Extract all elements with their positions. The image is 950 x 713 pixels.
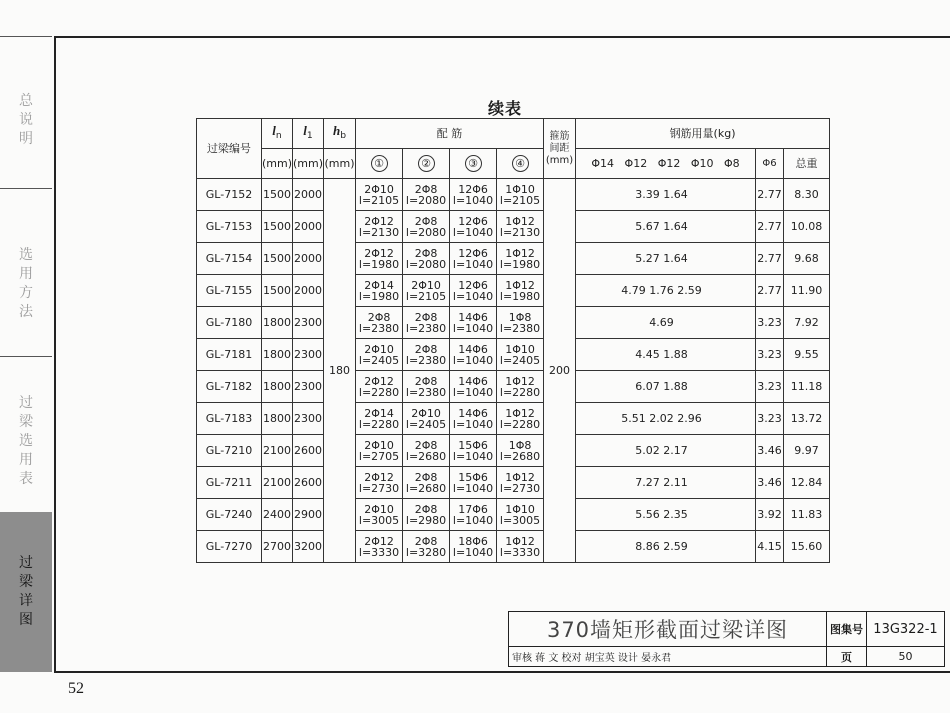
cell-rebar-4 — [497, 531, 544, 563]
rebar-length: l=2380 — [358, 321, 400, 335]
cell-l1: 2000 — [293, 275, 324, 307]
table-row — [197, 435, 830, 467]
header-rebar-2 — [403, 149, 450, 179]
cell-rebar-4 — [497, 467, 544, 499]
sidebar-char: 过 — [19, 555, 33, 571]
cell-rebar-1 — [356, 275, 403, 307]
table-row — [197, 403, 830, 435]
table-row — [197, 275, 830, 307]
page-number: 52 — [68, 680, 84, 697]
rebar-length: l=2380 — [499, 321, 541, 335]
sidebar-char: 选 — [19, 247, 33, 263]
rebar-length: l=3330 — [499, 545, 541, 559]
cell-beam-id: GL-7211 — [197, 467, 262, 499]
rebar-spec: 14Φ6 — [458, 406, 488, 420]
sidebar-char: 梁 — [19, 414, 33, 430]
rebar-length: l=2280 — [358, 385, 400, 399]
table-title: 续表 — [488, 99, 523, 118]
cell-rebar-2 — [403, 531, 450, 563]
cell-mass-phi6: 2.77 — [756, 275, 784, 307]
cell-rebar-3 — [450, 403, 497, 435]
rebar-spec: 1Φ12 — [505, 214, 535, 228]
header-rebar: 配 筋 — [356, 119, 544, 149]
sidebar-char: 方 — [19, 285, 33, 301]
cell-rebar-3 — [450, 435, 497, 467]
rebar-spec: 15Φ6 — [458, 470, 488, 484]
sidebar-char: 详 — [19, 593, 33, 609]
cell-rebar-2 — [403, 211, 450, 243]
header-ln-sub: n — [275, 130, 282, 142]
cell-mass: 4.69 — [576, 307, 756, 339]
rebar-length: l=1040 — [452, 289, 494, 303]
cell-total: 11.18 — [784, 371, 830, 403]
rebar-length: l=1040 — [452, 449, 494, 463]
cell-rebar-2 — [403, 243, 450, 275]
signature-row: 审核 蒋 文 校对 胡宝英 设计 晏永君 — [509, 647, 827, 667]
cell-rebar-2 — [403, 275, 450, 307]
rebar-length: l=2705 — [358, 449, 400, 463]
rebar-spec: 1Φ12 — [505, 406, 535, 420]
cell-total: 9.55 — [784, 339, 830, 371]
cell-rebar-1 — [356, 435, 403, 467]
rebar-spec: 12Φ6 — [458, 246, 488, 260]
cell-beam-id: GL-7154 — [197, 243, 262, 275]
rebar-length: l=1980 — [358, 257, 400, 271]
rebar-length: l=1040 — [452, 417, 494, 431]
cell-mass-phi6: 3.23 — [756, 307, 784, 339]
cell-mass-phi6: 3.46 — [756, 467, 784, 499]
rebar-spec: 2Φ8 — [414, 534, 438, 548]
cell-l1: 2600 — [293, 467, 324, 499]
rebar-length: l=2080 — [405, 257, 447, 271]
sidebar-char: 说 — [19, 112, 33, 128]
cell-rebar-1 — [356, 403, 403, 435]
circled-number: ② — [418, 155, 435, 172]
cell-beam-id: GL-7270 — [197, 531, 262, 563]
circled-number: ③ — [465, 155, 482, 172]
cell-mass-phi6: 3.92 — [756, 499, 784, 531]
cell-ln: 1800 — [262, 371, 293, 403]
rebar-spec: 2Φ10 — [364, 342, 394, 356]
header-l1-symbol: l — [303, 123, 307, 139]
cell-total: 11.83 — [784, 499, 830, 531]
cell-ln: 2700 — [262, 531, 293, 563]
rebar-length: l=1040 — [452, 513, 494, 527]
cell-l1: 2300 — [293, 371, 324, 403]
rebar-spec: 2Φ12 — [364, 470, 394, 484]
rebar-length: l=2105 — [405, 289, 447, 303]
cell-mass-phi6: 2.77 — [756, 243, 784, 275]
cell-rebar-4 — [497, 435, 544, 467]
cell-l1: 2000 — [293, 179, 324, 211]
rebar-length: l=3330 — [358, 545, 400, 559]
cell-total: 10.08 — [784, 211, 830, 243]
rebar-spec: 2Φ14 — [364, 406, 394, 420]
rebar-spec: 12Φ6 — [458, 214, 488, 228]
rebar-length: l=2680 — [405, 449, 447, 463]
rebar-length: l=2280 — [499, 417, 541, 431]
cell-rebar-1 — [356, 211, 403, 243]
rebar-spec: 14Φ6 — [458, 374, 488, 388]
rebar-length: l=2980 — [405, 513, 447, 527]
sidebar — [0, 0, 55, 713]
header-total: 总重 — [784, 149, 830, 179]
cell-total: 8.30 — [784, 179, 830, 211]
rebar-length: l=1040 — [452, 385, 494, 399]
mass-col: Φ12 — [624, 157, 648, 170]
cell-total: 13.72 — [784, 403, 830, 435]
rebar-length: l=1040 — [452, 193, 494, 207]
table-row — [197, 339, 830, 371]
atlas-label: 图集号 — [827, 612, 867, 647]
sidebar-char: 选 — [19, 433, 33, 449]
cell-beam-id: GL-7240 — [197, 499, 262, 531]
sheet-page-number: 50 — [867, 647, 945, 667]
cell-beam-id: GL-7210 — [197, 435, 262, 467]
rebar-length: l=2080 — [405, 225, 447, 239]
table-row — [197, 211, 830, 243]
cell-beam-id: GL-7152 — [197, 179, 262, 211]
cell-total: 11.90 — [784, 275, 830, 307]
cell-rebar-3 — [450, 243, 497, 275]
sidebar-rule — [0, 36, 52, 37]
rebar-spec: 15Φ6 — [458, 438, 488, 452]
rebar-spec: 2Φ8 — [414, 310, 438, 324]
cell-mass-phi6: 2.77 — [756, 179, 784, 211]
cell-rebar-2 — [403, 435, 450, 467]
circled-number: ① — [371, 155, 388, 172]
header-beam-id: 过梁编号 — [197, 119, 262, 179]
cell-rebar-3 — [450, 179, 497, 211]
rebar-spec: 2Φ8 — [414, 438, 438, 452]
cell-beam-id: GL-7181 — [197, 339, 262, 371]
cell-l1: 2900 — [293, 499, 324, 531]
rebar-spec: 2Φ8 — [414, 342, 438, 356]
rebar-spec: 1Φ12 — [505, 534, 535, 548]
cell-rebar-2 — [403, 403, 450, 435]
rebar-spec: 2Φ8 — [414, 374, 438, 388]
table-row — [197, 243, 830, 275]
rebar-spec: 2Φ12 — [364, 214, 394, 228]
header-ln-symbol: l — [272, 123, 276, 139]
rebar-length: l=2730 — [499, 481, 541, 495]
table-row — [197, 179, 830, 211]
rebar-length: l=2130 — [499, 225, 541, 239]
rebar-spec: 1Φ12 — [505, 278, 535, 292]
cell-mass: 5.02 2.17 — [576, 435, 756, 467]
cell-rebar-1 — [356, 243, 403, 275]
rebar-length: l=3280 — [405, 545, 447, 559]
cell-rebar-2 — [403, 467, 450, 499]
cell-rebar-4 — [497, 179, 544, 211]
header-stirrup-line: (mm) — [545, 154, 574, 166]
cell-ln: 1500 — [262, 275, 293, 307]
rebar-spec: 2Φ10 — [411, 278, 441, 292]
cell-mass-phi6: 4.15 — [756, 531, 784, 563]
cell-l1: 2300 — [293, 403, 324, 435]
header-l1 — [293, 119, 324, 149]
rebar-length: l=2680 — [405, 481, 447, 495]
page-label: 页 — [827, 647, 867, 667]
table-row — [197, 307, 830, 339]
cell-ln: 1800 — [262, 307, 293, 339]
cell-mass: 5.67 1.64 — [576, 211, 756, 243]
cell-mass: 4.79 1.76 2.59 — [576, 275, 756, 307]
cell-rebar-4 — [497, 371, 544, 403]
rebar-length: l=1040 — [452, 481, 494, 495]
cell-mass: 3.39 1.64 — [576, 179, 756, 211]
cell-rebar-4 — [497, 307, 544, 339]
cell-mass-phi6: 2.77 — [756, 211, 784, 243]
cell-rebar-2 — [403, 371, 450, 403]
rebar-spec: 2Φ8 — [414, 214, 438, 228]
rebar-length: l=3005 — [499, 513, 541, 527]
rebar-length: l=2405 — [499, 353, 541, 367]
rebar-spec: 2Φ10 — [364, 502, 394, 516]
rebar-spec: 14Φ6 — [458, 310, 488, 324]
header-rebar-1 — [356, 149, 403, 179]
cell-beam-id: GL-7180 — [197, 307, 262, 339]
rebar-spec: 2Φ10 — [364, 182, 394, 196]
sidebar-char: 用 — [19, 266, 33, 282]
rebar-length: l=1980 — [499, 289, 541, 303]
rebar-length: l=2280 — [358, 417, 400, 431]
header-hb-sub: b — [340, 130, 347, 142]
table-row — [197, 371, 830, 403]
cell-l1: 2000 — [293, 243, 324, 275]
rebar-length: l=3005 — [358, 513, 400, 527]
cell-total: 7.92 — [784, 307, 830, 339]
rebar-spec: 2Φ14 — [364, 278, 394, 292]
cell-rebar-3 — [450, 275, 497, 307]
cell-mass-phi6: 3.23 — [756, 371, 784, 403]
cell-rebar-4 — [497, 403, 544, 435]
rebar-length: l=1040 — [452, 321, 494, 335]
cell-rebar-2 — [403, 339, 450, 371]
rebar-length: l=1040 — [452, 353, 494, 367]
rebar-spec: 2Φ10 — [364, 438, 394, 452]
rebar-length: l=2380 — [405, 353, 447, 367]
sidebar-char: 梁 — [19, 574, 33, 590]
header-mass-diameters — [576, 149, 756, 179]
cell-rebar-1 — [356, 467, 403, 499]
cell-ln: 1800 — [262, 339, 293, 371]
cell-l1: 2600 — [293, 435, 324, 467]
rebar-length: l=2105 — [499, 193, 541, 207]
circled-number: ④ — [512, 155, 529, 172]
rebar-spec: 2Φ12 — [364, 246, 394, 260]
rebar-length: l=1040 — [452, 257, 494, 271]
rebar-length: l=2380 — [405, 385, 447, 399]
cell-ln: 2400 — [262, 499, 293, 531]
cell-mass: 5.27 1.64 — [576, 243, 756, 275]
header-stirrup — [544, 119, 576, 179]
sidebar-char: 图 — [19, 612, 33, 628]
cell-mass: 5.56 2.35 — [576, 499, 756, 531]
rebar-spec: 1Φ10 — [505, 182, 535, 196]
cell-rebar-3 — [450, 499, 497, 531]
cell-l1: 2000 — [293, 211, 324, 243]
cell-ln: 1800 — [262, 403, 293, 435]
header-l1-sub: 1 — [306, 130, 313, 142]
sidebar-char: 表 — [19, 471, 33, 487]
rebar-length: l=1980 — [499, 257, 541, 271]
cell-beam-id: GL-7182 — [197, 371, 262, 403]
cell-total: 9.68 — [784, 243, 830, 275]
rebar-spec: 17Φ6 — [458, 502, 488, 516]
sidebar-section-method — [0, 246, 52, 322]
table-row — [197, 499, 830, 531]
rebar-spec: 1Φ10 — [505, 502, 535, 516]
sidebar-section-general — [0, 92, 52, 149]
sidebar-section-selection — [0, 394, 52, 489]
header-ln-unit: (mm) — [262, 149, 293, 179]
rebar-length: l=2680 — [499, 449, 541, 463]
rebar-length: l=2380 — [405, 321, 447, 335]
header-hb-unit: (mm) — [324, 149, 356, 179]
cell-ln: 1500 — [262, 211, 293, 243]
rebar-length: l=2730 — [358, 481, 400, 495]
sidebar-char: 明 — [19, 131, 33, 147]
cell-rebar-3 — [450, 211, 497, 243]
rebar-spec: 12Φ6 — [458, 278, 488, 292]
cell-l1: 2300 — [293, 307, 324, 339]
cell-total: 12.84 — [784, 467, 830, 499]
rebar-length: l=1040 — [452, 225, 494, 239]
cell-hb: 180 — [324, 179, 356, 563]
rebar-length: l=2405 — [405, 417, 447, 431]
cell-rebar-3 — [450, 307, 497, 339]
table-row — [197, 467, 830, 499]
rebar-spec: 2Φ8 — [414, 182, 438, 196]
rebar-spec: 2Φ8 — [367, 310, 391, 324]
rebar-spec: 14Φ6 — [458, 342, 488, 356]
rebar-spec: 1Φ12 — [505, 374, 535, 388]
cell-ln: 1500 — [262, 179, 293, 211]
cell-rebar-1 — [356, 499, 403, 531]
header-rebar-3 — [450, 149, 497, 179]
header-rebar-4 — [497, 149, 544, 179]
cell-mass-phi6: 3.23 — [756, 403, 784, 435]
cell-mass: 5.51 2.02 2.96 — [576, 403, 756, 435]
cell-total: 9.97 — [784, 435, 830, 467]
cell-rebar-1 — [356, 339, 403, 371]
sidebar-rule — [0, 356, 52, 357]
rebar-length: l=2080 — [405, 193, 447, 207]
cell-l1: 3200 — [293, 531, 324, 563]
cell-rebar-3 — [450, 467, 497, 499]
mass-col: Φ14 — [591, 157, 615, 170]
rebar-spec: 1Φ12 — [505, 470, 535, 484]
header-ln — [262, 119, 293, 149]
title-block — [508, 611, 945, 667]
cell-beam-id: GL-7183 — [197, 403, 262, 435]
cell-rebar-4 — [497, 275, 544, 307]
header-mass-phi6: Φ6 — [756, 149, 784, 179]
cell-rebar-2 — [403, 179, 450, 211]
sidebar-rule — [0, 188, 52, 189]
beam-table — [196, 118, 830, 563]
rebar-length: l=2130 — [358, 225, 400, 239]
cell-rebar-1 — [356, 307, 403, 339]
header-stirrup-line: 箍筋 — [549, 130, 570, 142]
sidebar-char: 过 — [19, 395, 33, 411]
cell-rebar-3 — [450, 339, 497, 371]
rebar-spec: 1Φ8 — [508, 310, 532, 324]
mass-col: Φ10 — [690, 157, 714, 170]
rebar-length: l=1040 — [452, 545, 494, 559]
cell-rebar-2 — [403, 499, 450, 531]
cell-rebar-2 — [403, 307, 450, 339]
cell-l1: 2300 — [293, 339, 324, 371]
rebar-spec: 2Φ8 — [414, 502, 438, 516]
cell-rebar-4 — [497, 211, 544, 243]
sidebar-char: 用 — [19, 452, 33, 468]
sidebar-char: 总 — [19, 93, 33, 109]
cell-stirrup: 200 — [544, 179, 576, 563]
header-steel-mass: 钢筋用量(kg) — [576, 119, 830, 149]
cell-ln: 2100 — [262, 435, 293, 467]
sidebar-section-detail — [0, 512, 52, 672]
header-l1-unit: (mm) — [293, 149, 324, 179]
rebar-spec: 2Φ8 — [414, 470, 438, 484]
cell-beam-id: GL-7153 — [197, 211, 262, 243]
cell-rebar-3 — [450, 371, 497, 403]
cell-rebar-4 — [497, 243, 544, 275]
rebar-length: l=2405 — [358, 353, 400, 367]
rebar-spec: 2Φ8 — [414, 246, 438, 260]
drawing-title: 370墙矩形截面过梁详图 — [509, 612, 827, 647]
header-hb-symbol: h — [333, 123, 341, 139]
sidebar-char: 法 — [19, 304, 33, 320]
header-stirrup-line: 间距 — [549, 142, 570, 154]
atlas-number: 13G322-1 — [867, 612, 945, 647]
rebar-spec: 12Φ6 — [458, 182, 488, 196]
rebar-spec: 2Φ12 — [364, 374, 394, 388]
cell-mass: 8.86 2.59 — [576, 531, 756, 563]
cell-mass-phi6: 3.46 — [756, 435, 784, 467]
cell-rebar-4 — [497, 339, 544, 371]
mass-col: Φ12 — [657, 157, 681, 170]
cell-mass: 4.45 1.88 — [576, 339, 756, 371]
rebar-spec: 1Φ10 — [505, 342, 535, 356]
cell-mass: 6.07 1.88 — [576, 371, 756, 403]
cell-rebar-4 — [497, 499, 544, 531]
cell-beam-id: GL-7155 — [197, 275, 262, 307]
rebar-length: l=2105 — [358, 193, 400, 207]
header-hb — [324, 119, 356, 149]
cell-mass: 7.27 2.11 — [576, 467, 756, 499]
rebar-spec: 1Φ8 — [508, 438, 532, 452]
table-row — [197, 531, 830, 563]
cell-rebar-1 — [356, 179, 403, 211]
cell-rebar-1 — [356, 371, 403, 403]
rebar-spec: 2Φ10 — [411, 406, 441, 420]
cell-mass-phi6: 3.23 — [756, 339, 784, 371]
rebar-spec: 1Φ12 — [505, 246, 535, 260]
rebar-spec: 2Φ12 — [364, 534, 394, 548]
mass-col: Φ8 — [724, 157, 740, 170]
cell-rebar-1 — [356, 531, 403, 563]
rebar-length: l=2280 — [499, 385, 541, 399]
cell-rebar-3 — [450, 531, 497, 563]
rebar-spec: 18Φ6 — [458, 534, 488, 548]
cell-ln: 1500 — [262, 243, 293, 275]
cell-total: 15.60 — [784, 531, 830, 563]
rebar-length: l=1980 — [358, 289, 400, 303]
cell-ln: 2100 — [262, 467, 293, 499]
